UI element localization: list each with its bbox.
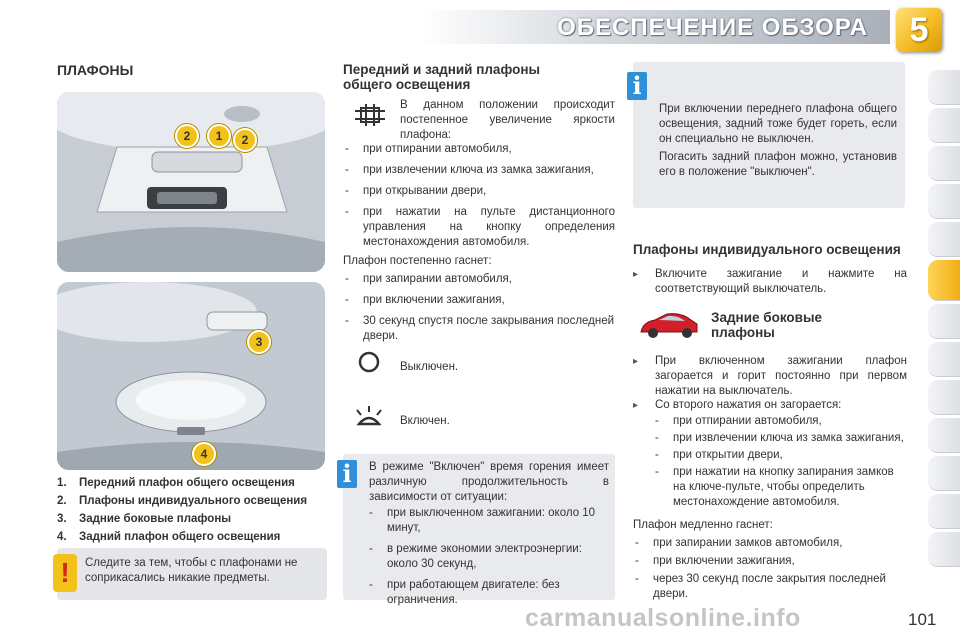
chapter-tab[interactable]	[928, 146, 960, 181]
front-rear-lights-title: Передний и задний плафоны общего освещения	[343, 62, 541, 92]
photo-legend	[57, 477, 337, 549]
list-item: - при открытии двери,	[653, 448, 905, 463]
chapter-tab[interactable]	[928, 70, 960, 105]
callout-2: 2	[233, 128, 257, 152]
arrow-icon: ▸	[633, 400, 639, 411]
legend-item: 4. Задний плафон общего освещения	[57, 531, 281, 543]
info-duration-intro: В режиме "Включен" время горения имеет различную продолжительность в зависимости от ситуации:	[369, 461, 609, 503]
info-rear-p1: При включении переднего плафона общего освещения, задний тоже будет гореть, если он специально не выключен.	[659, 103, 897, 145]
chapter-badge	[896, 8, 942, 52]
chapter-tab[interactable]	[928, 108, 960, 143]
list-item: - при выключенном зажигании: около 10 минут,	[367, 506, 611, 536]
slow-fade-list	[633, 536, 905, 602]
slow-fade-heading: Плафон медленно гаснет:	[633, 519, 773, 531]
on-label: Включен.	[400, 415, 450, 427]
list-item: - при отпирании автомобиля,	[653, 414, 905, 429]
list-item: - при извлечении ключа из замка зажигания,	[343, 163, 615, 178]
legend-item: 3. Задние боковые плафоны	[57, 513, 232, 525]
instruction-item: ▸ Со второго нажатия он загорается:	[633, 399, 842, 411]
legend-item: 1. Передний плафон общего освещения	[57, 477, 295, 489]
chapter-tab[interactable]	[928, 380, 960, 415]
front-ceiling-light-illustration	[57, 92, 325, 272]
arrow-icon: ▸	[633, 269, 639, 280]
chapter-tab[interactable]	[928, 222, 960, 257]
fade-list	[343, 272, 615, 350]
chapter-tab[interactable]	[928, 342, 960, 377]
rear-ceiling-light-photo	[57, 282, 325, 470]
chapter-tab[interactable]	[928, 532, 960, 567]
list-item: - при работающем двигателе: без ограничения.	[367, 578, 611, 608]
chapter-tab[interactable]	[928, 418, 960, 453]
car-icon	[637, 310, 701, 340]
list-item: - через 30 секунд после закрытия последней двери.	[633, 572, 905, 602]
second-press-list	[653, 414, 905, 512]
list-item: - при запирании замков автомобиля,	[633, 536, 905, 551]
info-icon: i	[337, 460, 357, 488]
warning-box	[57, 548, 327, 600]
chapter-tab-active[interactable]	[928, 260, 960, 301]
rear-ceiling-light-illustration	[57, 282, 325, 470]
warning-text: Следите за тем, чтобы с плафонами не соприкасались никакие предметы.	[85, 557, 298, 584]
chapter-tab[interactable]	[928, 494, 960, 529]
chapter-title: ОБЕСПЕЧЕНИЕ ОБЗОРА	[557, 14, 868, 41]
info-box-rear-light	[633, 62, 905, 208]
list-item: - при отпирании автомобиля,	[343, 142, 615, 157]
lamp-off-icon	[357, 350, 381, 374]
list-item: - 30 секунд спустя после закрывания последней двери.	[343, 314, 615, 344]
list-item: - при открывании двери,	[343, 184, 615, 199]
page-number: 101	[908, 610, 937, 629]
callout-3: 3	[247, 330, 271, 354]
front-ceiling-light-photo	[57, 92, 325, 272]
chapter-tabs	[928, 70, 960, 570]
list-item: - при нажатии на пульте дистанционного управления на кнопку определения местонахождения автомобиля.	[343, 205, 615, 250]
watermark: carmanualsonline.info	[525, 604, 801, 632]
section-title: ПЛАФОНЫ	[57, 62, 134, 78]
list-item: - при нажатии на кнопку запирания замков на ключе-пульте, чтобы определить местонахождение автомобиля.	[653, 465, 905, 510]
warning-icon: !	[53, 554, 77, 592]
instruction-item: ▸ При включенном зажигании плафон загорается и горит постоянно при первом нажатии на выключатель.	[633, 355, 907, 397]
dimming-on-list	[343, 142, 615, 256]
info-icon: i	[627, 72, 647, 100]
info-rear-p2: Погасить задний плафон можно, установив его в положение "выключен".	[659, 151, 897, 178]
lamp-dimming-icon	[353, 102, 387, 130]
dimming-intro: В данном положении происходит постепенное увеличение яркости плафона:	[400, 99, 615, 141]
callout-4: 4	[192, 442, 216, 466]
list-item: - при запирании автомобиля,	[343, 272, 615, 287]
info-duration-list	[367, 506, 611, 614]
instruction-item: ▸ Включите зажигание и нажмите на соответствующий выключатель.	[633, 268, 907, 295]
fade-heading: Плафон постепенно гаснет:	[343, 255, 492, 267]
individual-lights-title: Плафоны индивидуального освещения	[633, 242, 901, 257]
callout-1: 1	[207, 124, 231, 148]
list-item: - в режиме экономии электроэнергии: около 30 секунд,	[367, 542, 611, 572]
legend-item: 2. Плафоны индивидуального освещения	[57, 495, 308, 507]
chapter-number: 5	[909, 11, 929, 49]
list-item: - при включении зажигания,	[343, 293, 615, 308]
middle-column	[342, 62, 615, 606]
info-box-duration	[342, 454, 615, 606]
page-header	[0, 0, 960, 50]
chapter-tab[interactable]	[928, 456, 960, 491]
lamp-on-icon	[353, 404, 385, 432]
chapter-tab[interactable]	[928, 304, 960, 339]
off-label: Выключен.	[400, 361, 459, 373]
rear-side-lights-title: Задние боковые плафоны	[711, 310, 822, 340]
chapter-tab[interactable]	[928, 184, 960, 219]
callout-2: 2	[175, 124, 199, 148]
list-item: - при включении зажигания,	[633, 554, 905, 569]
arrow-icon: ▸	[633, 356, 639, 367]
list-item: - при извлечении ключа из замка зажигания,	[653, 431, 905, 446]
